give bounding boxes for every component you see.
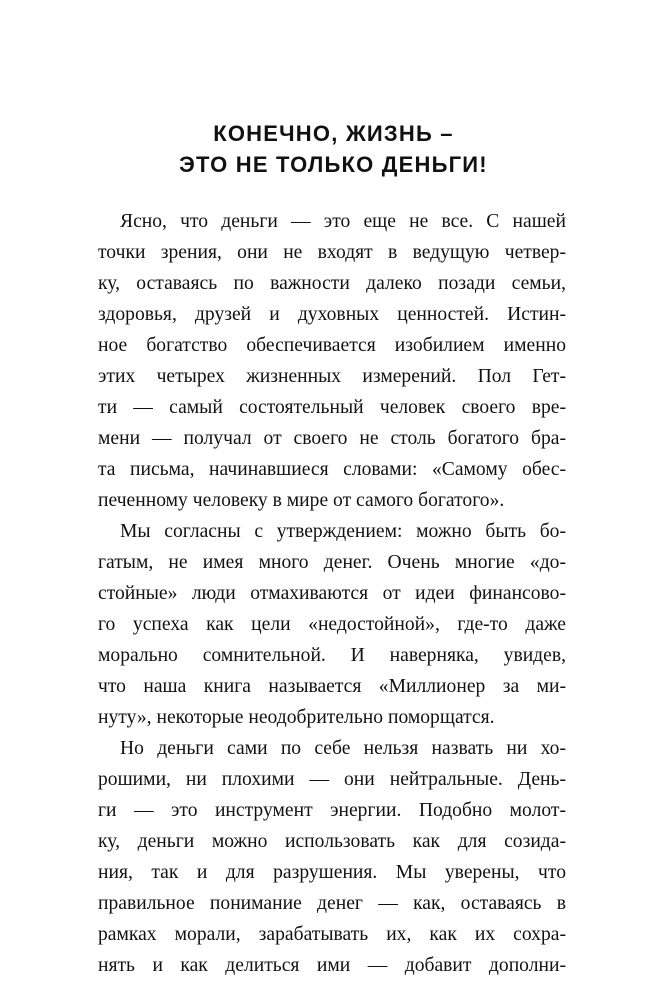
body-text-line: здоровья, друзей и духовных ценностей. Истин-	[98, 304, 566, 325]
chapter-title-line-2: ЭТО НЕ ТОЛЬКО ДЕНЬГИ!	[179, 152, 488, 177]
body-text-line: нять и как делиться ими — добавит дополни-	[98, 955, 566, 976]
body-text-line: точки зрения, они не входят в ведущую четвер-	[98, 242, 566, 263]
body-text-line: та письма, начинавшиеся словами: «Самому обес-	[98, 459, 566, 480]
body-text-line: ку, деньги можно использовать как для созида-	[98, 831, 566, 852]
body-text-line: что наша книга называется «Миллионер за ми-	[98, 676, 566, 697]
body-text-line: ги — это инструмент энергии. Подобно молот-	[98, 800, 566, 821]
body-text-line: мени — получал от своего не столь богатого бра-	[98, 428, 566, 449]
body-text-line: ния, так и для разрушения. Мы уверены, что	[98, 862, 566, 883]
body-text-line: нуту», некоторые неодобрительно поморщатся.	[98, 707, 495, 728]
body-text-line: рамках морали, зарабатывать их, как их сохра-	[98, 924, 566, 945]
body-text-line: го успеха как цели «недостойной», где-то даже	[98, 614, 566, 635]
body-text-line: рошими, ни плохими — они нейтральные. День-	[98, 769, 566, 790]
body-text-line: Но деньги сами по себе нельзя назвать ни хо-	[120, 738, 566, 759]
body-text-line: ку, оставаясь по важности далеко позади семьи,	[98, 273, 566, 294]
body-text-line: этих четырех жизненных измерений. Пол Гет-	[98, 366, 566, 387]
body-text-line: Мы согласны с утверждением: можно быть бо-	[120, 521, 566, 542]
body-text-line: Ясно, что деньги — это еще не все. С нашей	[120, 211, 566, 232]
body-text-line: морально сомнительной. И наверняка, увидев,	[98, 645, 566, 666]
chapter-title-line-1: КОНЕЧНО, ЖИЗНЬ –	[213, 121, 454, 146]
body-text-line: правильное понимание денег — как, оставаясь в	[98, 893, 566, 914]
body-text-line: стойные» люди отмахиваются от идеи финансово-	[98, 583, 566, 604]
body-text-line: гатым, не имея много денег. Очень многие «до-	[98, 552, 566, 573]
body-text-line: ное богатство обеспечивается изобилием именно	[98, 335, 566, 356]
body-text-line: ти — самый состоятельный человек своего вре-	[98, 397, 566, 418]
body-text-line: печенному человеку в мире от самого богатого».	[98, 490, 505, 511]
